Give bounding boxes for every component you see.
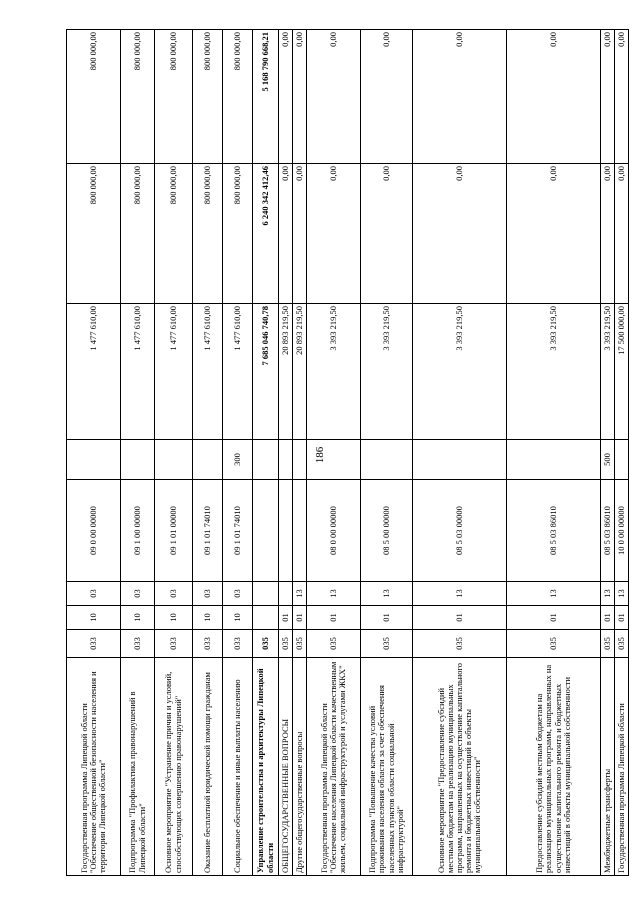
cell-pr: [253, 582, 279, 606]
cell-sum-1: 7 685 046 740,78: [253, 304, 279, 440]
cell-sum-2: 0,00: [361, 164, 413, 304]
cell-ved: 033: [193, 630, 223, 658]
cell-sum-3: 0,00: [413, 30, 507, 164]
cell-sum-3: 5 168 790 668,21: [253, 30, 279, 164]
cell-sum-2: 800 000,00: [223, 164, 253, 304]
cell-csr: 08 5 03 86010: [601, 480, 615, 582]
cell-sum-3: 800 000,00: [223, 30, 253, 164]
row-name: Подпрограмма "Профилактика правонарушений в Липецкой области": [121, 658, 155, 876]
table-row: [121, 30, 155, 876]
cell-sum-3: 0,00: [279, 30, 293, 164]
row-name: Предоставление субсидий местным бюджетам на реализацию муниципальных программ, направленных на осуществление капитального ремонта и бюджетных инвестиций в объекты муниципальной собственности: [507, 658, 601, 876]
cell-vr: [413, 440, 507, 480]
cell-csr: 09 0 00 00000: [67, 480, 121, 582]
cell-pr: 03: [193, 582, 223, 606]
cell-pr: 03: [223, 582, 253, 606]
cell-ved: 035: [279, 630, 293, 658]
cell-csr: 09 1 00 00000: [121, 480, 155, 582]
cell-rz: 01: [601, 606, 615, 630]
table-row: [615, 30, 629, 876]
cell-csr: [293, 480, 307, 582]
table-row: [361, 30, 413, 876]
row-name: Государственная программа Липецкой области "Обеспечение общественной безопасности населения и территории Липецкой области": [67, 658, 121, 876]
cell-sum-1: 3 393 219,50: [507, 304, 601, 440]
cell-ved: 035: [507, 630, 601, 658]
cell-pr: 13: [361, 582, 413, 606]
row-name: Другие общегосударственные вопросы: [293, 658, 307, 876]
cell-ved: 035: [307, 630, 361, 658]
table-row: [293, 30, 307, 876]
cell-rz: 01: [615, 606, 629, 630]
cell-ved: 035: [413, 630, 507, 658]
cell-pr: 03: [155, 582, 193, 606]
cell-rz: 01: [293, 606, 307, 630]
cell-ved: 033: [67, 630, 121, 658]
cell-sum-2: 6 240 342 412,46: [253, 164, 279, 304]
cell-csr: 08 5 03 00000: [413, 480, 507, 582]
cell-pr: 13: [293, 582, 307, 606]
table-row: [413, 30, 507, 876]
cell-sum-2: 0,00: [413, 164, 507, 304]
cell-rz: 01: [279, 606, 293, 630]
cell-vr: 500: [601, 440, 615, 480]
cell-rz: 01: [307, 606, 361, 630]
cell-pr: 13: [615, 582, 629, 606]
table-row: [155, 30, 193, 876]
cell-sum-2: 0,00: [601, 164, 615, 304]
cell-vr: [155, 440, 193, 480]
table-viewport: [66, 30, 626, 876]
cell-vr: 300: [223, 440, 253, 480]
cell-pr: 13: [507, 582, 601, 606]
budget-table: [66, 29, 629, 876]
rotated-page-content: [66, 30, 626, 876]
cell-sum-3: 0,00: [307, 30, 361, 164]
cell-rz: 10: [193, 606, 223, 630]
table-row: [193, 30, 223, 876]
cell-ved: 035: [253, 630, 279, 658]
cell-ved: 035: [615, 630, 629, 658]
budget-table-body: [67, 30, 629, 876]
cell-csr: 09 1 01 74010: [223, 480, 253, 582]
row-name: Основное мероприятие "Предоставление субсидий местным бюджетам на реализацию муниципальных программ, направленных на осуществление капитального ремонта и бюджетных инвестиций в объекты муниципальной собственности": [413, 658, 507, 876]
cell-vr: [507, 440, 601, 480]
cell-sum-3: 800 000,00: [67, 30, 121, 164]
cell-csr: [253, 480, 279, 582]
cell-sum-3: 800 000,00: [121, 30, 155, 164]
cell-sum-1: 1 477 610,00: [223, 304, 253, 440]
cell-rz: 01: [413, 606, 507, 630]
row-name: Государственная программа Липецкой области: [615, 658, 629, 876]
cell-vr: [307, 440, 361, 480]
row-name: Межбюджетные трансферты: [601, 658, 615, 876]
cell-sum-1: 1 477 610,00: [121, 304, 155, 440]
table-row: [279, 30, 293, 876]
cell-sum-1: 20 893 219,50: [279, 304, 293, 440]
cell-vr: [121, 440, 155, 480]
cell-sum-3: 0,00: [293, 30, 307, 164]
cell-ved: 033: [155, 630, 193, 658]
row-name: ОБЩЕГОСУДАРСТВЕННЫЕ ВОПРОСЫ: [279, 658, 293, 876]
cell-sum-1: 20 893 219,50: [293, 304, 307, 440]
table-row: [601, 30, 615, 876]
cell-rz: 01: [361, 606, 413, 630]
cell-csr: [279, 480, 293, 582]
cell-vr: [279, 440, 293, 480]
cell-ved: 033: [121, 630, 155, 658]
cell-sum-1: 3 393 219,50: [307, 304, 361, 440]
cell-pr: 03: [121, 582, 155, 606]
cell-sum-1: 1 477 610,00: [67, 304, 121, 440]
cell-sum-3: 0,00: [615, 30, 629, 164]
cell-sum-2: 0,00: [307, 164, 361, 304]
cell-sum-3: 0,00: [507, 30, 601, 164]
row-name: Социальное обеспечение и иные выплаты населению: [223, 658, 253, 876]
cell-csr: 08 5 03 86010: [507, 480, 601, 582]
cell-sum-3: 0,00: [601, 30, 615, 164]
cell-csr: 09 1 01 00000: [155, 480, 193, 582]
cell-sum-1: 1 477 610,00: [155, 304, 193, 440]
cell-rz: 10: [223, 606, 253, 630]
cell-sum-3: 800 000,00: [155, 30, 193, 164]
table-row: [253, 30, 279, 876]
table-row: [223, 30, 253, 876]
row-name: Государственная программа Липецкой области "Обеспечение населения Липецкой области качественным жильем, социальной инфраструктурой и услугами ЖКХ": [307, 658, 361, 876]
cell-pr: 13: [307, 582, 361, 606]
cell-pr: 13: [413, 582, 507, 606]
cell-sum-1: 17 500 000,00: [615, 304, 629, 440]
cell-vr: [253, 440, 279, 480]
cell-pr: [279, 582, 293, 606]
table-row: [507, 30, 601, 876]
cell-rz: 01: [507, 606, 601, 630]
cell-sum-2: 800 000,00: [121, 164, 155, 304]
cell-rz: 10: [67, 606, 121, 630]
cell-csr: 10 0 00 00000: [615, 480, 629, 582]
table-row: [307, 30, 361, 876]
row-name: Оказание бесплатной юридической помощи гражданам: [193, 658, 223, 876]
cell-sum-3: 800 000,00: [193, 30, 223, 164]
cell-sum-1: 3 393 219,50: [601, 304, 615, 440]
cell-sum-1: 3 393 219,50: [361, 304, 413, 440]
page-number: 186: [314, 446, 326, 464]
cell-ved: 035: [361, 630, 413, 658]
row-name: Основное мероприятие "Устранение причин и условий, способствующих совершению правонарушений": [155, 658, 193, 876]
cell-ved: 033: [223, 630, 253, 658]
cell-ved: 035: [293, 630, 307, 658]
cell-sum-2: 0,00: [279, 164, 293, 304]
cell-sum-1: 3 393 219,50: [413, 304, 507, 440]
cell-rz: [253, 606, 279, 630]
cell-vr: [193, 440, 223, 480]
cell-vr: [615, 440, 629, 480]
row-name: Подпрограмма "Повышение качества условий проживания населения области за счет обеспечения населенных пунктов области социальной инфраструктурой": [361, 658, 413, 876]
cell-rz: 10: [121, 606, 155, 630]
cell-vr: [67, 440, 121, 480]
cell-pr: 03: [67, 582, 121, 606]
table-row: [67, 30, 121, 876]
cell-sum-2: 0,00: [293, 164, 307, 304]
cell-vr: [293, 440, 307, 480]
cell-sum-2: 0,00: [615, 164, 629, 304]
cell-sum-2: 0,00: [507, 164, 601, 304]
cell-sum-2: 800 000,00: [193, 164, 223, 304]
cell-ved: 035: [601, 630, 615, 658]
cell-csr: 08 0 00 00000: [307, 480, 361, 582]
cell-rz: 10: [155, 606, 193, 630]
cell-vr: [361, 440, 413, 480]
cell-sum-1: 1 477 610,00: [193, 304, 223, 440]
row-name: Управление строительства и архитектуры Липецкой области: [253, 658, 279, 876]
cell-sum-3: 0,00: [361, 30, 413, 164]
cell-pr: 13: [601, 582, 615, 606]
cell-sum-2: 800 000,00: [155, 164, 193, 304]
cell-csr: 09 1 01 74010: [193, 480, 223, 582]
cell-csr: 08 5 00 00000: [361, 480, 413, 582]
cell-sum-2: 800 000,00: [67, 164, 121, 304]
